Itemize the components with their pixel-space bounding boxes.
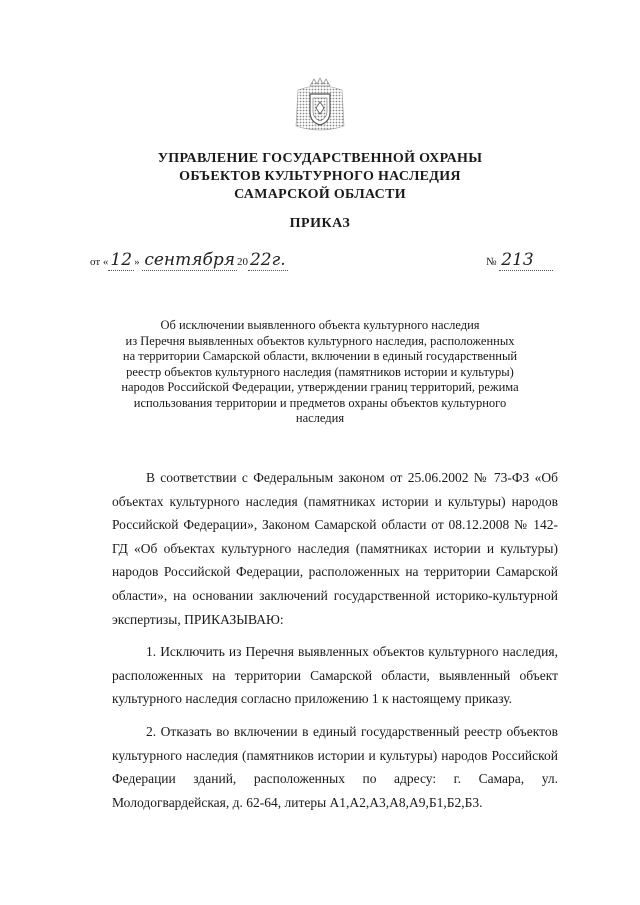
organization-name-line: ОБЪЕКТОВ КУЛЬТУРНОГО НАСЛЕДИЯ: [179, 169, 461, 184]
subject-line: наследия: [295, 411, 345, 425]
subject-line: использования территории и предметов охраны объектов культурного: [133, 395, 507, 410]
date-day: 12: [110, 250, 133, 270]
date-day-close: »: [134, 256, 140, 268]
date-year-prefix: 20: [236, 256, 248, 268]
date-year: 22г.: [249, 250, 286, 270]
subject-line: реестр объектов культурного наследия (памятников истории и культуры): [126, 364, 514, 379]
subject-line: народов Российской Федерации, утверждении границ территорий, режима: [121, 380, 519, 394]
organization-name: [0, 150, 640, 204]
organization-name-line: УПРАВЛЕНИЕ ГОСУДАРСТВЕННОЙ ОХРАНЫ: [157, 151, 483, 166]
number-value: 213: [499, 250, 553, 271]
subject-line: на территории Самарской области, включении в единый государственный: [122, 349, 518, 363]
order-body: [112, 466, 558, 823]
date-prefix: от «: [90, 256, 109, 268]
number-prefix: №: [486, 256, 497, 268]
order-subject: [100, 318, 540, 427]
document-type-title: ПРИКАЗ: [289, 216, 351, 231]
body-paragraph-item-2: 2. Отказать во включении в единый государственный реестр объектов культурного наследия (памятников истории и культуры) народов Российской Федерации зданий, расположенных по адресу: г. Самара, ул. Молодогвардейская, д. 62-64, литеры А1,А2,А3,А8,А9,Б1,Б2,Б3.: [112, 723, 558, 810]
order-date: [90, 250, 288, 270]
samara-coat-of-arms-emblem: [290, 76, 350, 136]
order-number: [486, 250, 553, 271]
date-month: сентября: [144, 250, 235, 270]
organization-name-line: САМАРСКОЙ ОБЛАСТИ: [234, 187, 406, 202]
subject-line: из Перечня выявленных объектов культурного наследия, расположенных: [125, 333, 515, 348]
body-paragraph-preamble: В соответствии с Федеральным законом от 25.06.2002 № 73-ФЗ «Об объектах культурного наследия (памятниках истории и культуры) народов Российской Федерации», Законом Самарской области от 08.12.2008 № 142-ГД «Об объектах культурного наследия (памятниках истории и культуры) народов Российской Федерации, расположенных на территории Самарской области», на основании заключений государственной историко-культурной экспертизы, ПРИКАЗЫВАЮ:: [112, 470, 558, 627]
subject-line: Об исключении выявленного объекта культурного наследия: [160, 318, 480, 332]
body-paragraph-item-1: 1. Исключить из Перечня выявленных объектов культурного наследия, расположенных на территории Самарской области, выявленный объект культурного наследия согласно приложению 1 к настоящему приказу.: [112, 644, 558, 707]
